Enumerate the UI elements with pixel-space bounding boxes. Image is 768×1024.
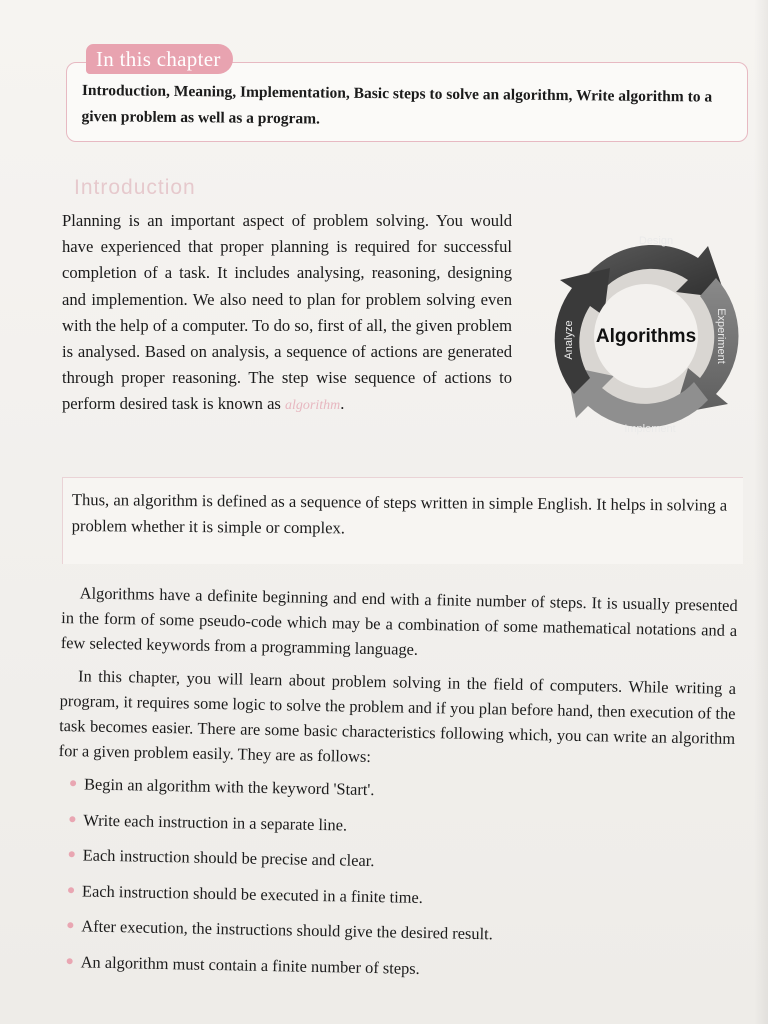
algorithm-cycle-diagram: [548, 218, 744, 456]
list-item: An algorithm must contain a finite number of steps.: [66, 949, 730, 987]
algorithm-term: algorithm: [285, 398, 341, 414]
list-item: Each instruction should be precise and clear.: [68, 842, 732, 880]
list-item: Begin an algorithm with the keyword 'Start'.: [70, 771, 734, 809]
list-item: After execution, the instructions should give the desired result.: [67, 913, 731, 951]
page-edge-shadow: [754, 0, 768, 1024]
design-label: Design: [638, 235, 674, 247]
analyze-label: Analyze: [563, 320, 575, 360]
section-heading: Introduction: [74, 176, 196, 199]
intro-text: Planning is an important aspect of problem solving. You would have experienced that proper planning is required for successful completion of a task. It includes analysing, reasoning, designing and implemention. We also need to plan for problem solving even with the help of a computer. To do so, first of all, the given problem is analysed. Based on analysis, a sequence of actions are generated through proper reasoning. The step wise sequence of actions to perform desired task is known as: [62, 211, 512, 414]
paragraph-chapter-overview: In this chapter, you will learn about problem solving in the field of computers. While writing a program, it requires some logic to solve the problem and if you plan before hand, then execution of the task becomes easier. There are some basic characteristics following which, you can write an algorithm for a given problem easily. They are as follows:: [58, 666, 737, 766]
chapter-tag: In this chapter: [86, 44, 233, 74]
paragraph-characteristics-intro: Algorithms have a definite beginning and end with a finite number of steps. It is usually presented in the form of some pseudo-code which may be a combination of some mathematical notations and a few selected keywords from a programming language.: [60, 583, 738, 659]
intro-paragraph: [62, 208, 512, 420]
chapter-summary: Introduction, Meaning, Implementation, Basic steps to solve an algorithm, Write algorithm to a given problem as well as a program.: [81, 81, 713, 128]
experiment-label: Experiment: [715, 308, 727, 364]
intro-end: .: [340, 394, 345, 414]
characteristics-list: [54, 771, 734, 986]
cycle-svg: [548, 218, 744, 456]
implement-label: Implement: [624, 423, 676, 435]
body-text: [54, 580, 738, 997]
diagram-center-label: Algorithms: [595, 326, 697, 347]
definition-text: Thus, an algorithm is defined as a sequence of steps written in simple English. It helps in solving a problem whether it is simple or complex.: [71, 489, 728, 538]
list-item: Each instruction should be executed in a finite time.: [68, 878, 732, 916]
list-item: Write each instruction in a separate line.: [69, 807, 733, 845]
